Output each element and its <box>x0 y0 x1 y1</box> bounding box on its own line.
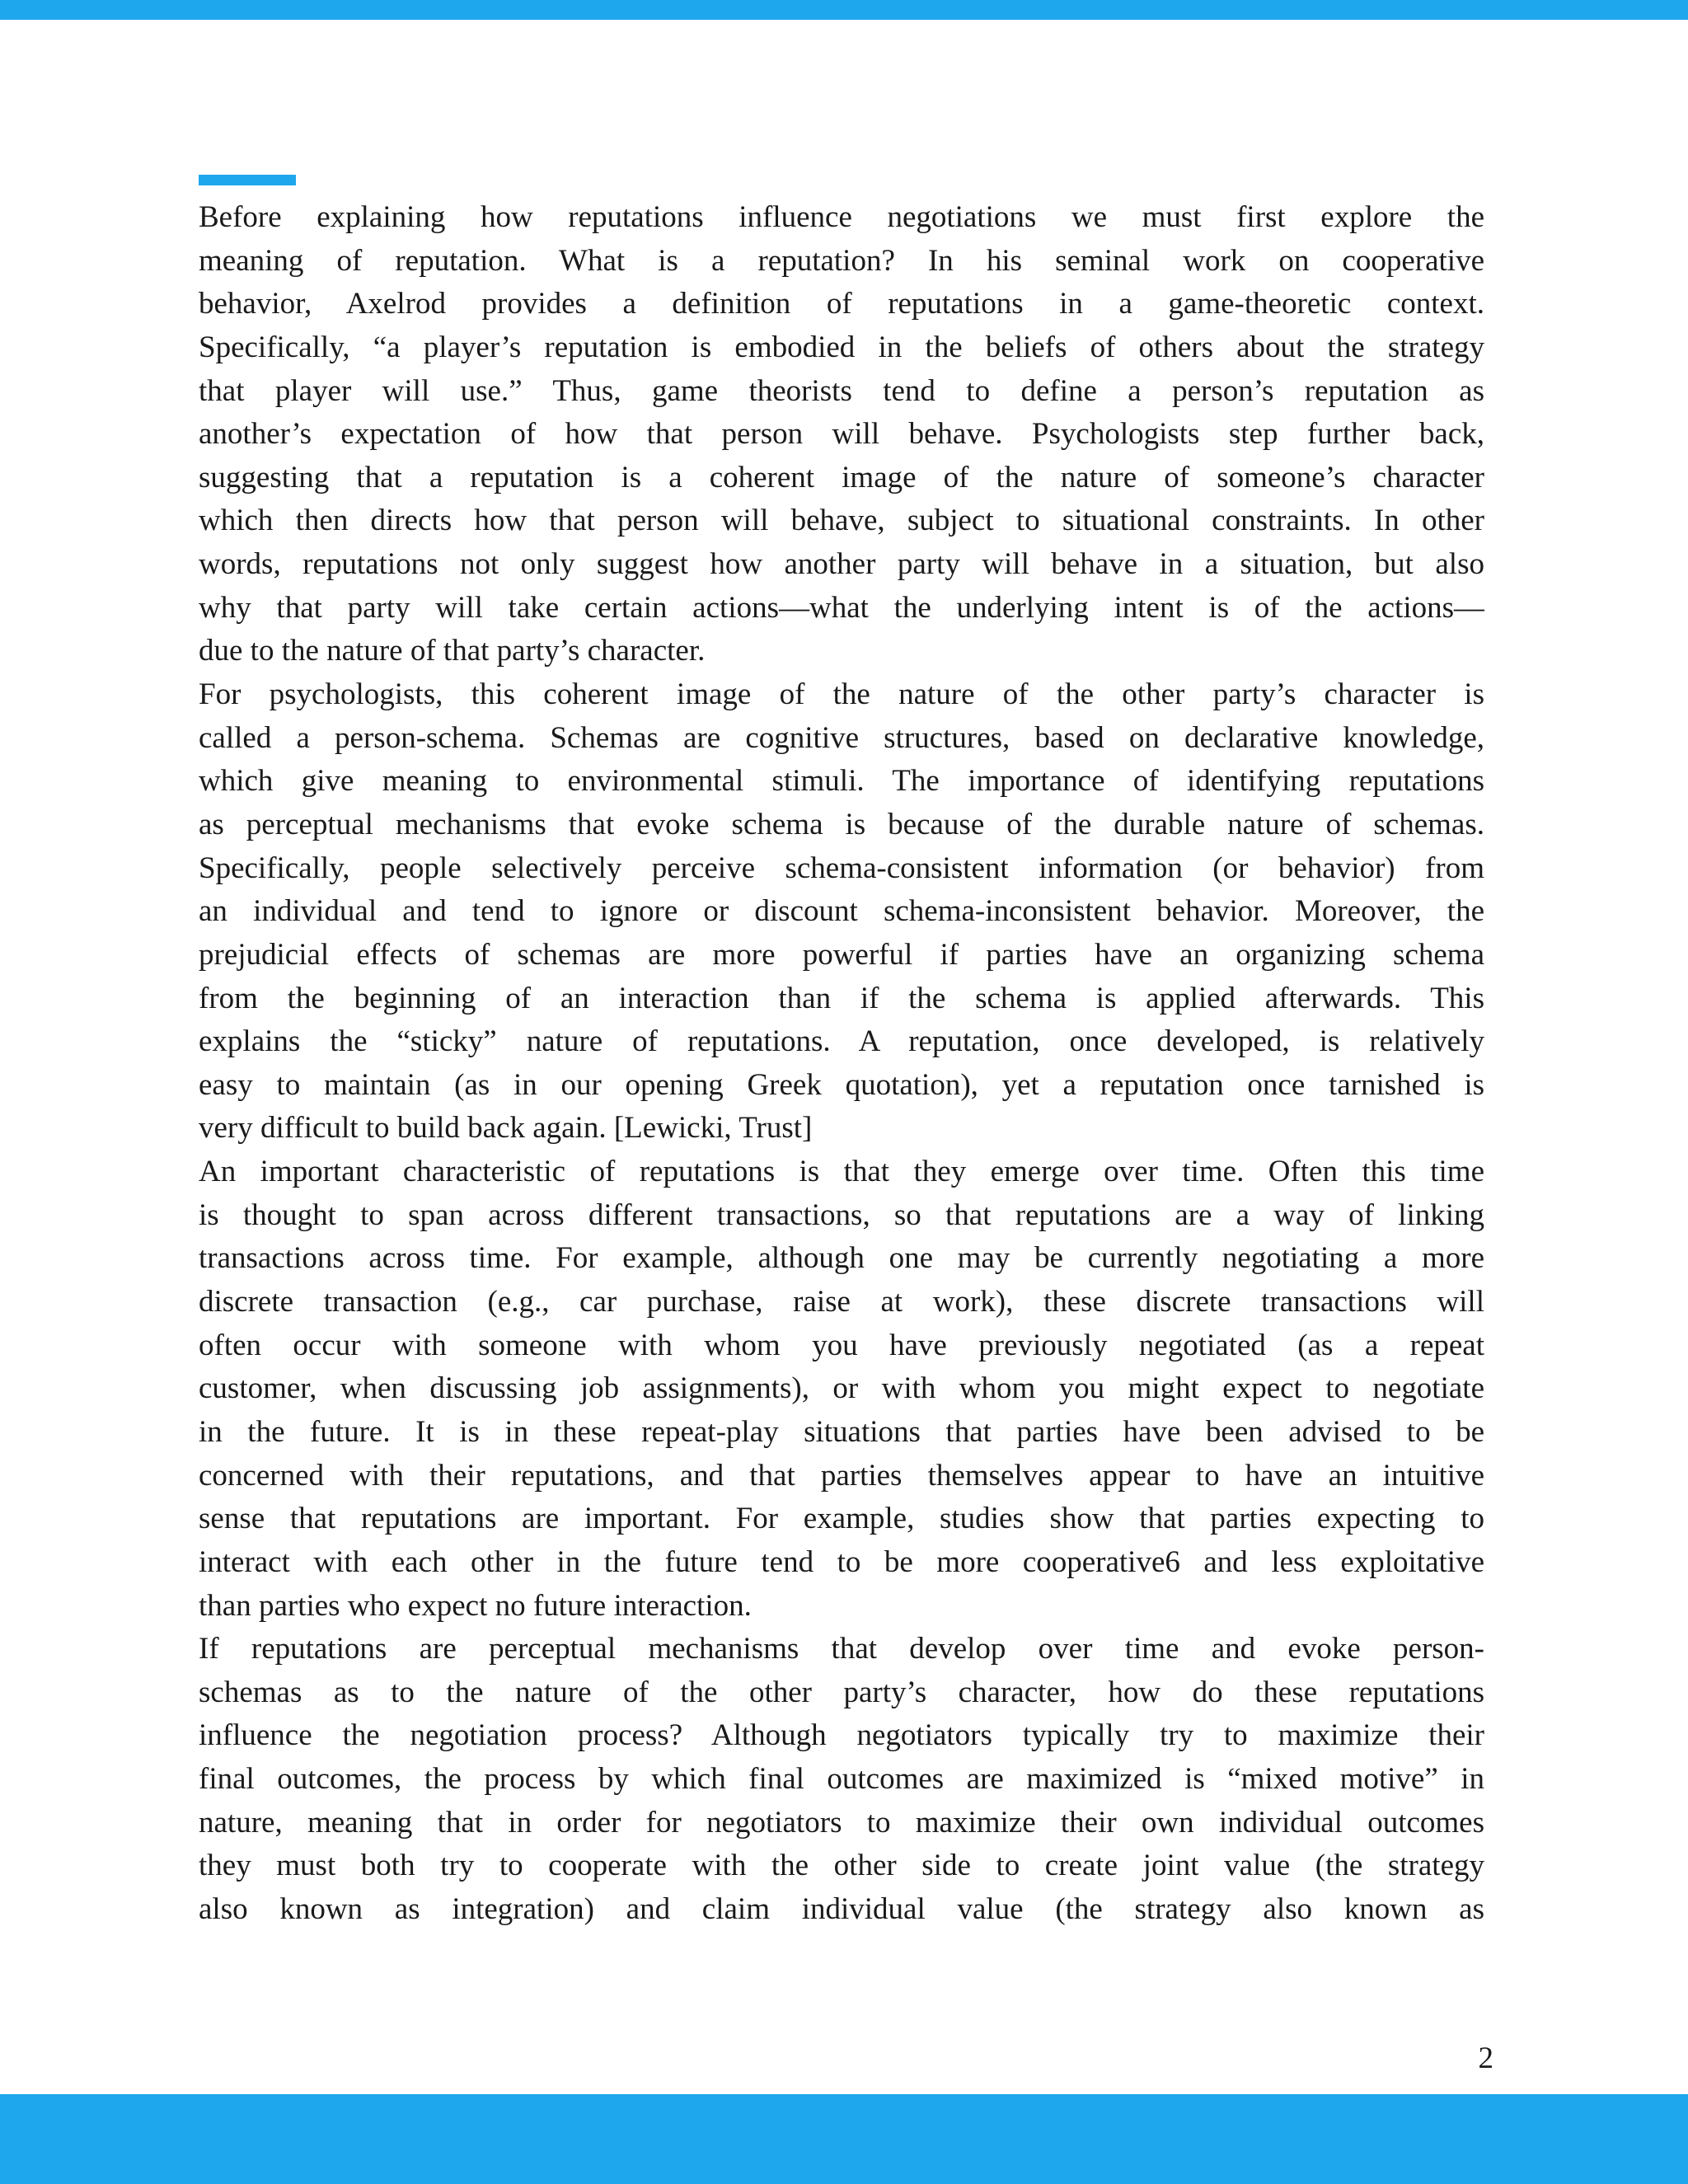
text-line: due to the nature of that party’s character. <box>199 634 706 668</box>
text-line: final outcomes, the process by which final outcomes are maximized is “mixed motive” in <box>199 1762 1484 1797</box>
text-line: why that party will take certain actions—what the underlying intent is of the actions— <box>199 590 1484 625</box>
text-line: schemas as to the nature of the other party’s character, how do these reputations <box>199 1675 1484 1709</box>
text-line: than parties who expect no future interaction. <box>199 1588 752 1623</box>
text-line: in the future. It is in these repeat-play situations that parties have been advised to be <box>199 1414 1484 1449</box>
text-line: is thought to span across different transactions, so that reputations are a way of linking <box>199 1197 1484 1232</box>
text-line: words, reputations not only suggest how another party will behave in a situation, but also <box>199 547 1484 582</box>
body-text <box>199 196 1484 1932</box>
text-line: For psychologists, this coherent image of the nature of the other party’s character is <box>199 677 1484 712</box>
text-line: sense that reputations are important. For example, studies show that parties expecting to <box>199 1502 1484 1536</box>
text-line: easy to maintain (as in our opening Greek quotation), yet a reputation once tarnished is <box>199 1067 1484 1102</box>
page-number: 2 <box>1478 2041 1493 2075</box>
text-line: Specifically, “a player’s reputation is embodied in the beliefs of others about the strategy <box>199 330 1484 364</box>
text-line: suggesting that a reputation is a coherent image of the nature of someone’s character <box>199 460 1484 494</box>
text-line: behavior, Axelrod provides a definition of reputations in a game-theoretic context. <box>199 287 1484 321</box>
text-line: Before explaining how reputations influence negotiations we must first explore the <box>199 200 1484 234</box>
text-line: also known as integration) and claim individual value (the strategy also known as <box>199 1891 1484 1926</box>
text-line: nature, meaning that in order for negotiators to maximize their own individual outcomes <box>199 1805 1484 1840</box>
top-accent-bar <box>0 0 1688 20</box>
text-line: customer, when discussing job assignments), or with whom you might expect to negotiate <box>199 1371 1484 1406</box>
text-line: If reputations are perceptual mechanisms that develop over time and evoke person- <box>199 1632 1484 1666</box>
text-line: explains the “sticky” nature of reputations. A reputation, once developed, is relatively <box>199 1024 1484 1059</box>
text-line: from the beginning of an interaction than if the schema is applied afterwards. This <box>199 981 1484 1015</box>
text-line: concerned with their reputations, and that parties themselves appear to have an intuitive <box>199 1458 1484 1493</box>
text-line: Specifically, people selectively perceive schema-consistent information (or behavior) from <box>199 851 1484 885</box>
text-line: called a person-schema. Schemas are cognitive structures, based on declarative knowledge, <box>199 720 1484 755</box>
text-line: prejudicial effects of schemas are more powerful if parties have an organizing schema <box>199 937 1484 972</box>
text-line: often occur with someone with whom you have previously negotiated (as a repeat <box>199 1328 1484 1362</box>
text-line: influence the negotiation process? Although negotiators typically try to maximize their <box>199 1718 1484 1753</box>
text-line: An important characteristic of reputations is that they emerge over time. Often this time <box>199 1155 1484 1189</box>
text-line: which give meaning to environmental stimuli. The importance of identifying reputations <box>199 764 1484 799</box>
text-line: they must both try to cooperate with the other side to create joint value (the strategy <box>199 1849 1484 1883</box>
text-line: as perceptual mechanisms that evoke schema is because of the durable nature of schemas. <box>199 807 1484 841</box>
text-line: meaning of reputation. What is a reputation? In his seminal work on cooperative <box>199 243 1484 278</box>
text-line: that player will use.” Thus, game theorists tend to define a person’s reputation as <box>199 373 1484 408</box>
text-line: which then directs how that person will behave, subject to situational constraints. In other <box>199 504 1484 538</box>
text-line: discrete transaction (e.g., car purchase, raise at work), these discrete transactions will <box>199 1285 1484 1319</box>
text-line: an individual and tend to ignore or discount schema-inconsistent behavior. Moreover, the <box>199 894 1484 929</box>
section-accent-mark <box>199 175 296 185</box>
bottom-accent-bar <box>0 2094 1688 2184</box>
text-line: interact with each other in the future tend to be more cooperative6 and less exploitative <box>199 1544 1484 1579</box>
text-line: another’s expectation of how that person will behave. Psychologists step further back, <box>199 417 1484 452</box>
text-line: transactions across time. For example, although one may be currently negotiating a more <box>199 1241 1484 1276</box>
text-line: very difficult to build back again. [Lewicki, Trust] <box>199 1111 813 1146</box>
